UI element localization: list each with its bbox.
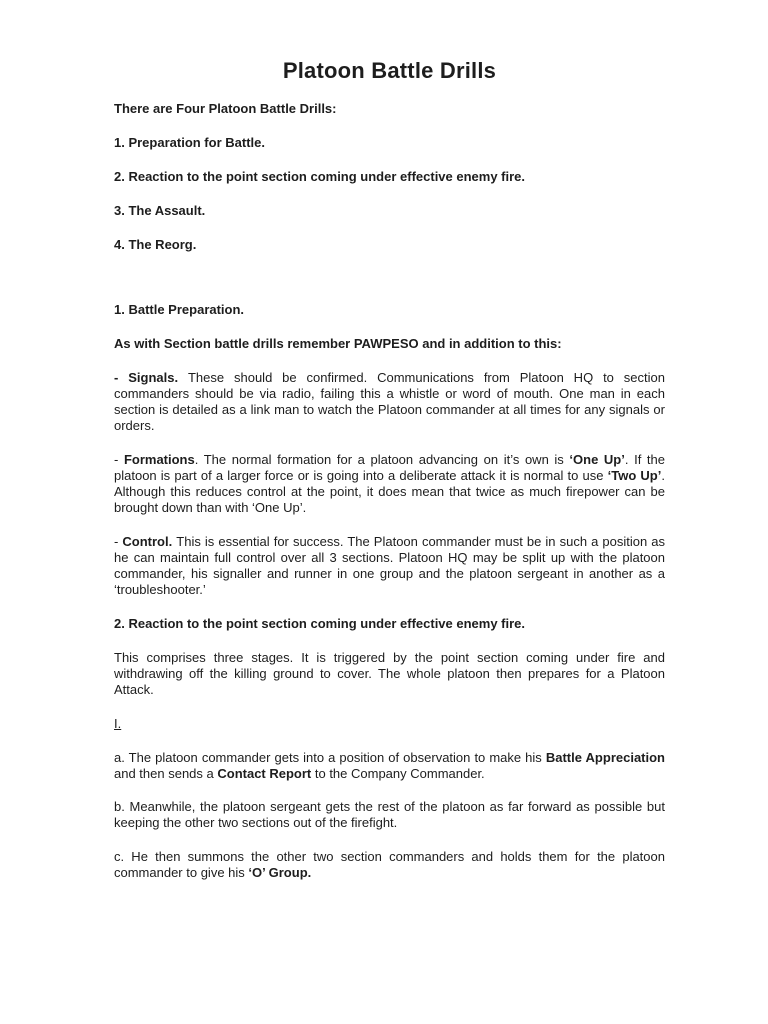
section2-intro-paragraph: This comprises three stages. It is triggered by the point section coming under fire and withdrawing off the killing ground to cover. The whole platoon then prepares for a Platoon Attack. bbox=[114, 650, 665, 697]
intro-line: There are Four Platoon Battle Drills: bbox=[114, 101, 337, 116]
section2-heading: 2. Reaction to the point section coming under effective enemy fire. bbox=[114, 616, 526, 631]
drill-list-item-3: 3. The Assault. bbox=[114, 203, 206, 218]
stage-label: I. bbox=[114, 716, 122, 731]
section1-heading: 1. Battle Preparation. bbox=[114, 302, 245, 317]
document-content bbox=[114, 58, 665, 899]
formations-paragraph: - Formations. The normal formation for a platoon advancing on it’s own is ‘One Up’. If the platoon is part of a larger force or is going into a deliberate attack it is normal to use ‘Two Up’. Although this reduces control at the point, it does mean that twice as much firepower can be brought down than with ‘One Up’. bbox=[114, 452, 665, 515]
drill-list-item-2: 2. Reaction to the point section coming under effective enemy fire. bbox=[114, 169, 526, 184]
point-b-paragraph: b. Meanwhile, the platoon sergeant gets the rest of the platoon as far forward as possible but keeping the other two sections out of the firefight. bbox=[114, 799, 665, 830]
drill-list-item-4: 4. The Reorg. bbox=[114, 237, 197, 252]
document-title: Platoon Battle Drills bbox=[282, 58, 497, 83]
signals-paragraph: - Signals. These should be confirmed. Communications from Platoon HQ to section commanders should be via radio, failing this a whistle or word of mouth. One man in each section is detailed as a link man to watch the Platoon commander at all times for any signals or orders. bbox=[114, 370, 665, 433]
control-paragraph: - Control. This is essential for success. The Platoon commander must be in such a position as he can maintain full control over all 3 sections. Platoon HQ may be split up with the platoon commander, his signaller and runner in one group and the platoon sergeant in another as a ‘troubleshooter.’ bbox=[114, 534, 665, 597]
section1-subheading: As with Section battle drills remember PAWPESO and in addition to this: bbox=[114, 336, 562, 351]
drill-list-item-1: 1. Preparation for Battle. bbox=[114, 135, 265, 150]
point-a-paragraph: a. The platoon commander gets into a position of observation to make his Battle Appreciation and then sends a Contact Report to the Company Commander. bbox=[114, 750, 666, 781]
point-c-paragraph: c. He then summons the other two section commanders and holds them for the platoon commander to give his ‘O’ Group. bbox=[114, 849, 665, 880]
